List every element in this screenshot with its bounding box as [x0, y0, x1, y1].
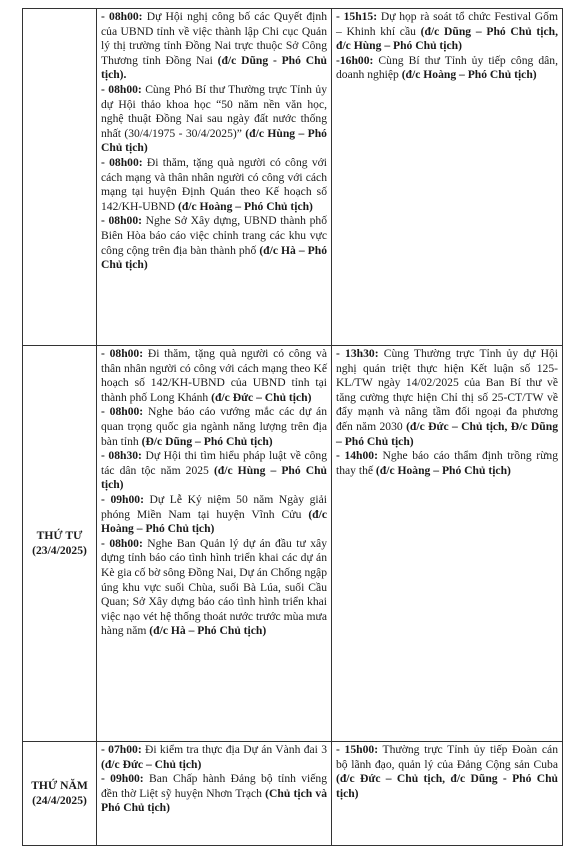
- entry-time: - 08h00:: [101, 155, 143, 169]
- entry-attendee: (đ/c Hà – Phó Chủ tịch): [149, 624, 267, 638]
- list-item: [101, 156, 327, 214]
- entry-time: - 08h00:: [101, 82, 142, 96]
- list-item: [336, 347, 558, 449]
- afternoon-cell: [332, 346, 563, 742]
- entry-text: Nghe báo cáo vướng mắc các dự án quan trọng quốc gia ngành năng lượng trên địa bàn tỉnh: [101, 405, 327, 448]
- entry-time: - 08h30:: [101, 449, 142, 463]
- entry-text: Đi thăm, tặng quà người có công với cách mạng và thân nhân người có công với cách mạng tại huyện Định Quán theo Kế hoạch số 142/KH-UBND: [101, 155, 327, 213]
- day-cell: [23, 346, 97, 742]
- day-cell: [23, 742, 97, 846]
- morning-cell: [97, 346, 332, 742]
- entry-attendee: (đ/c Hoàng – Phó Chủ tịch): [401, 68, 537, 82]
- entry-text: Đi kiểm tra thực địa Dự án Vành đai 3: [141, 743, 327, 756]
- entry-time: - 08h00:: [101, 214, 142, 228]
- entry-text: Nghe Ban Quản lý dự án đầu tư xây dựng tỉnh báo cáo tình hình triển khai các dự án Kè gia cố bờ sông Đồng Nai, Dự án Chống ngập úng khu vực suối Chùa, suối Bà Lúa, suối Cầu Quan; Sở Xây dựng báo cáo tình hình triển khai việc nạo vét hệ thống thoát nước trước mùa mưa hàng năm: [101, 536, 327, 638]
- entry-attendee: (đ/c Hùng – Phó Chủ tịch): [101, 126, 327, 155]
- entry-text: Ban Chấp hành Đảng bộ tỉnh viếng đền thờ Liệt sỹ huyện Nhơn Trạch: [101, 772, 327, 800]
- entry-attendee: (đ/c Dũng - Phó Chủ tịch).: [101, 53, 327, 82]
- entry-attendee: (đ/c Đức – Chủ tịch, Đ/c Dũng – Phó Chủ tịch): [336, 419, 558, 448]
- entry-time: - 09h00:: [101, 772, 144, 786]
- list-item: [101, 10, 327, 83]
- entry-time: - 08h00:: [101, 347, 144, 360]
- entry-text: Thường trực Tỉnh ủy tiếp Đoàn cán bộ lãnh đạo, quản lý của Đảng Cộng sản Cuba: [336, 743, 558, 771]
- entry-text: Dự Hội nghị công bố các Quyết định của UBND tỉnh về việc thành lập Chi cục Quản lý thị trường tỉnh Đồng Nai trực thuộc Sở Công Thương tỉnh Đồng Nai: [101, 10, 328, 67]
- table-row: [23, 346, 563, 742]
- schedule-body: [23, 9, 563, 846]
- entry-text: Đi thăm, tặng quà người có công và thân nhân người có công với cách mạng theo Kế hoạch số 142/KH-UBND của UBND tỉnh tại thành phố Long Khánh: [101, 347, 327, 404]
- entry-attendee: (đ/c Hoàng – Phó Chủ tịch): [101, 507, 327, 536]
- list-item: [101, 347, 327, 405]
- entry-text: Dự họp rà soát tổ chức Festival Gốm – Khinh khí cầu: [336, 10, 558, 38]
- day-label: THỨ TƯ: [36, 528, 83, 542]
- entry-attendee: (đ/c Đức – Chủ tịch): [211, 390, 312, 404]
- list-item: [101, 214, 327, 272]
- entry-time: - 08h00:: [101, 536, 143, 550]
- list-item: [101, 449, 327, 493]
- entry-time: - 15h15:: [336, 10, 378, 23]
- entry-attendee: (đ/c Đức – Chủ tịch, đ/c Dũng - Phó Chủ tịch): [336, 772, 558, 800]
- entry-time: - 07h00:: [101, 743, 142, 756]
- list-item: [336, 449, 558, 478]
- entry-time: - 08h00:: [101, 405, 144, 419]
- list-item: [336, 54, 558, 83]
- day-cell: [23, 9, 97, 346]
- table-row: [23, 9, 563, 346]
- weekly-schedule-table: [22, 8, 563, 846]
- entry-text: Nghe báo cáo thẩm định trồng rừng thay thế: [336, 449, 558, 477]
- entry-attendee: (đ/c Đức – Chủ tịch): [101, 757, 202, 771]
- entry-text: Dự Hội thi tìm hiểu pháp luật về công tác dân tộc năm 2025: [101, 449, 327, 477]
- list-item: [101, 772, 327, 816]
- entry-text: Cùng Phó Bí thư Thường trực Tỉnh ủy dự Hội thảo khoa học “50 năm nền văn học, nghệ thuật Đồng Nai sau ngày đất nước thống nhất (30/4/1975 - 30/4/2025)”: [101, 82, 327, 140]
- afternoon-cell: [332, 742, 563, 846]
- entry-text: Cùng Thường trực Tỉnh ủy dự Hội nghị quán triệt thực hiện Kết luận số 125-KL/TW ngày 14/02/2025 của Ban Bí thư về tăng cường thực hiện Chỉ thị số 25-CT/TW về đẩy mạnh và nâng tầm đối ngoại đa phương đến năm 2030: [336, 347, 558, 433]
- list-item: [101, 493, 327, 537]
- entry-time: - 15h00:: [336, 743, 379, 756]
- entry-attendee: (đ/c Hoàng – Phó Chủ tịch): [177, 199, 313, 213]
- day-date: (23/4/2025): [32, 543, 87, 557]
- list-item: [336, 743, 558, 801]
- day-label: THỨ NĂM: [31, 778, 88, 792]
- entry-attendee: (đ/c Hà – Phó Chủ tịch): [101, 243, 327, 272]
- afternoon-cell: [332, 9, 563, 346]
- entry-attendee: (đ/c Dũng – Phó Chủ tịch, đ/c Hùng – Phó Chủ tịch): [336, 24, 558, 53]
- entry-time: - 13h30:: [336, 347, 379, 360]
- list-item: [101, 743, 327, 772]
- morning-cell: [97, 742, 332, 846]
- morning-cell: [97, 9, 332, 346]
- entry-text: Dự Lễ Kỷ niệm 50 năm Ngày giải phóng Miền Nam tại huyện Vĩnh Cửu: [101, 492, 327, 521]
- list-item: [336, 10, 558, 54]
- entry-time: - 14h00:: [336, 449, 378, 463]
- list-item: [101, 83, 327, 156]
- entry-attendee: (Đ/c Dũng – Phó Chủ tịch): [141, 434, 273, 448]
- entry-attendee: (đ/c Hoàng – Phó Chủ tịch): [375, 463, 511, 477]
- entry-attendee: (Chủ tịch và Phó Chủ tịch): [101, 786, 327, 815]
- list-item: [101, 537, 327, 639]
- entry-time: -16h00:: [336, 53, 374, 67]
- entry-text: Nghe Sở Xây dựng, UBND thành phố Biên Hòa báo cáo việc chỉnh trang các khu vực công cộng trên địa bàn thành phố: [101, 214, 327, 257]
- day-date: (24/4/2025): [32, 793, 87, 807]
- entry-attendee: (đ/c Hùng – Phó Chủ tịch): [101, 463, 328, 492]
- entry-time: - 09h00:: [101, 492, 144, 506]
- list-item: [101, 405, 327, 449]
- entry-text: Cùng Bí thư Tỉnh ủy tiếp công dân, doanh nghiệp: [336, 53, 558, 82]
- table-row: [23, 742, 563, 846]
- entry-time: - 08h00:: [101, 10, 143, 23]
